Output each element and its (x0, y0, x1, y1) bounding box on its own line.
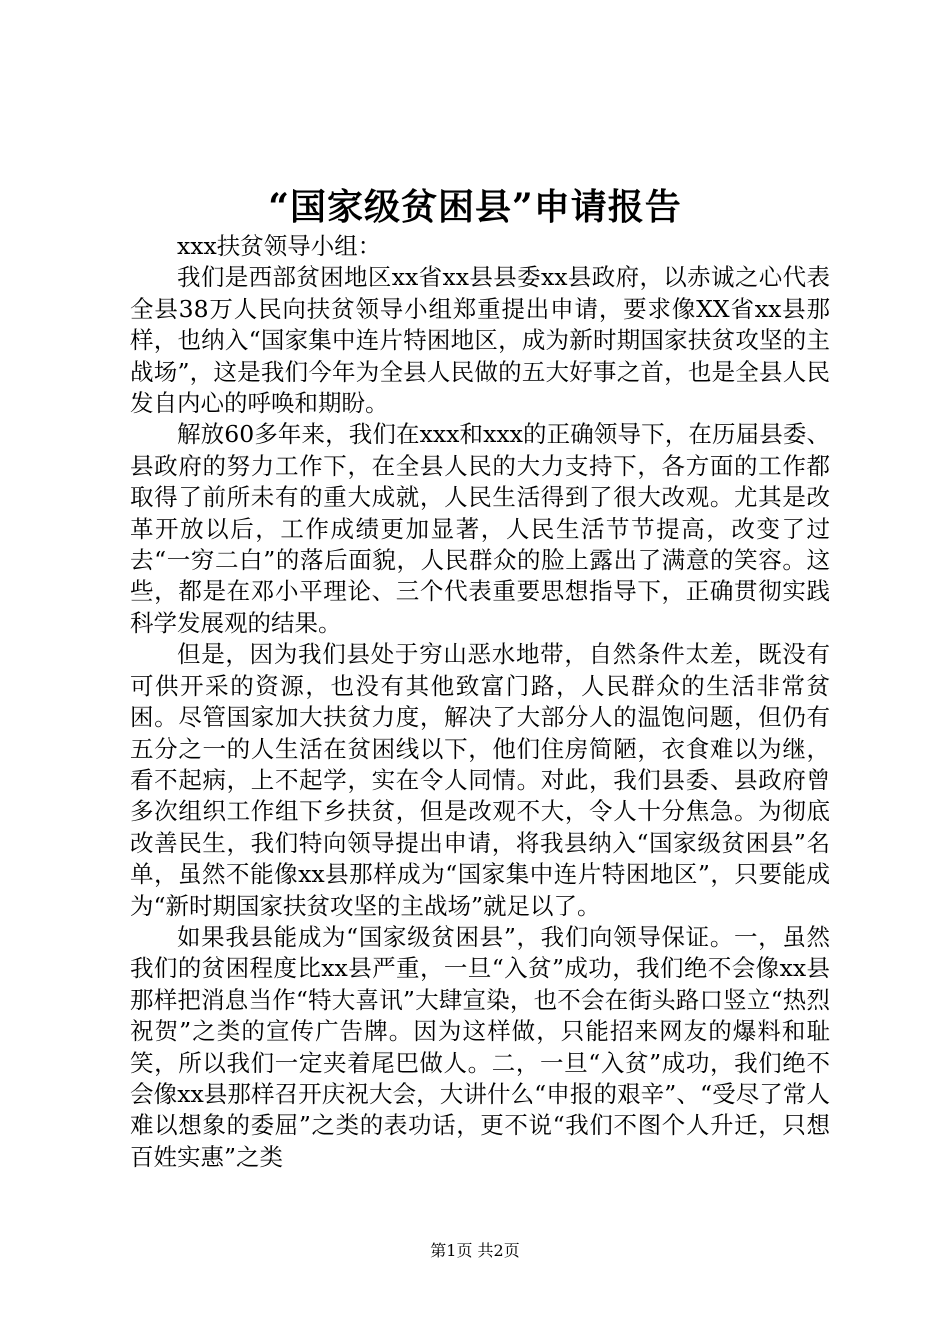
document-title: “国家级贫困县”申请报告 (268, 186, 682, 228)
paragraph: 如果我县能成为“国家级贫困县”，我们向领导保证。一，虽然我们的贫困程度比xx县严重，一旦“入贫”成功，我们绝不会像xx县那样把消息当作“特大喜讯”大肆宣染，也不会在街头路口竖立“热烈祝贺”之类的宣传广告牌。因为这样做，只能招来网友的爆料和耻笑，所以我们一定夹着尾巴做人。二，一旦“入贫”成功，我们绝不会像xx县那样召开庆祝大会，大讲什么“申报的艰辛”、“受尽了常人难以想象的委屈”之类的表功话，更不说“我们不图个人升迁，只想百姓实惠”之类 (130, 922, 830, 1171)
paragraph: 解放60多年来，我们在xxx和xxx的正确领导下，在历届县委、县政府的努力工作下，在全县人民的大力支持下，各方面的工作都取得了前所未有的重大成就，人民生活得到了很大改观。尤其是改革开放以后，工作成绩更加显著，人民生活节节提高，改变了过去“一穷二白”的落后面貌，人民群众的脸上露出了满意的笑容。这些，都是在邓小平理论、三个代表重要思想指导下，正确贯彻实践科学发展观的结果。 (130, 420, 830, 637)
document-body (130, 231, 830, 1173)
paragraph: 我们是西部贫困地区xx省xx县县委xx县政府，以赤诚之心代表全县38万人民向扶贫领导小组郑重提出申请，要求像XX省xx县那样，也纳入“国家集中连片特困地区，成为新时期国家扶贫攻坚的主战场”，这是我们今年为全县人民做的五大好事之首，也是全县人民发自内心的呼唤和期盼。 (130, 263, 830, 418)
salutation: xxx扶贫领导小组： (177, 232, 382, 260)
page-number: 第1页 共2页 (430, 1241, 520, 1260)
paragraph: 但是，因为我们县处于穷山恶水地带，自然条件太差，既没有可供开采的资源，也没有其他致富门路，人民群众的生活非常贫困。尽管国家加大扶贫力度，解决了大部分人的温饱问题，但仍有五分之一的人生活在贫困线以下，他们住房简陋，衣食难以为继，看不起病，上不起学，实在令人同情。对此，我们县委、县政府曾多次组织工作组下乡扶贫，但是改观不大，令人十分焦急。为彻底改善民生，我们特向领导提出申请，将我县纳入“国家级贫困县”名单，虽然不能像xx县那样成为“国家集中连片特困地区”，只要能成为“新时期国家扶贫攻坚的主战场”就足以了。 (130, 640, 830, 920)
